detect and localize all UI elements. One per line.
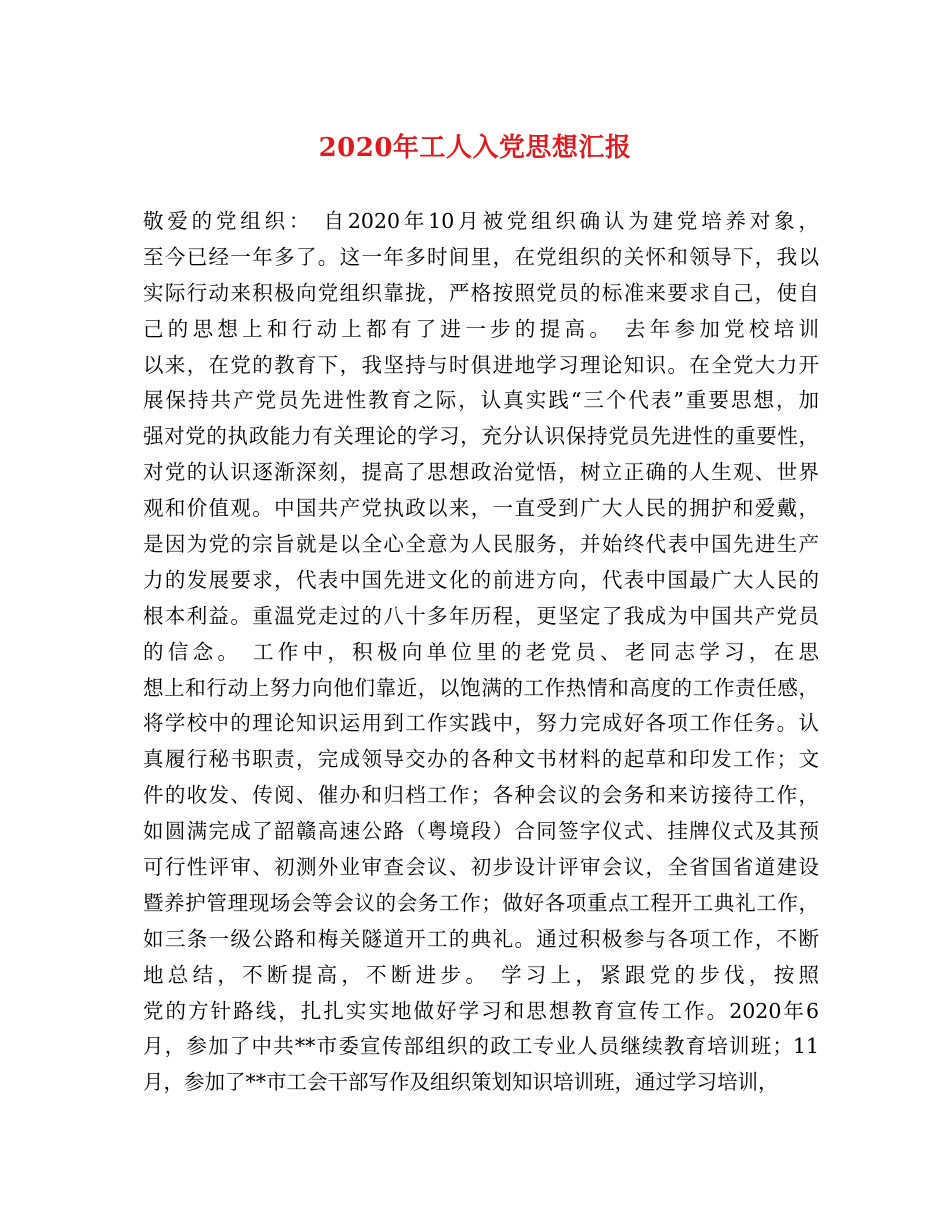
paragraph-line: 真履行秘书职责，完成领导交办的各种文书材料的起草和印发工作；文 xyxy=(143,747,819,772)
paragraph-line: 根本利益。重温党走过的八十多年历程，更坚定了我成为中国共产党员 xyxy=(143,603,819,628)
paragraph-line: 将学校中的理论知识运用到工作实践中，努力完成好各项工作任务。认 xyxy=(143,711,819,736)
paragraph-line: 的信念。 工作中，积极向单位里的老党员、老同志学习，在思 xyxy=(143,639,819,664)
paragraph-line: 至今已经一年多了。这一年多时间里，在党组织的关怀和领导下，我以 xyxy=(143,244,819,269)
paragraph-line: 可行性评审、初测外业审查会议、初步设计评审会议，全省国省道建设 xyxy=(143,855,819,880)
paragraph-line: 敬爱的党组织： 自2020年10月被党组织确认为建党培养对象， xyxy=(143,209,819,233)
document-body xyxy=(143,204,819,1101)
paragraph-line: 件的收发、传阅、催办和归档工作；各种会议的会务和来访接待工作， xyxy=(143,783,819,808)
paragraph-line: 力的发展要求，代表中国先进文化的前进方向，代表中国最广大人民的 xyxy=(143,567,819,592)
paragraph-line: 是因为党的宗旨就是以全心全意为人民服务，并始终代表中国先进生产 xyxy=(143,532,819,557)
paragraph-line: 实际行动来积极向党组织靠拢，严格按照党员的标准来要求自己，使自 xyxy=(143,280,819,305)
paragraph-line: 如圆满完成了韶赣高速公路（粤境段）合同签字仪式、挂牌仪式及其预 xyxy=(143,819,819,844)
paragraph-line: 对党的认识逐渐深刻，提高了思想政治觉悟，树立正确的人生观、世界 xyxy=(143,460,819,485)
paragraph-line: 暨养护管理现场会等会议的会务工作；做好各项重点工程开工典礼工作， xyxy=(143,890,819,915)
paragraph-line: 月，参加了中共**市委宣传部组织的政工专业人员继续教育培训班；11 xyxy=(143,1034,819,1059)
paragraph-line: 展保持共产党员先进性教育之际，认真实践“三个代表”重要思想，加 xyxy=(143,388,819,413)
paragraph-line: 强对党的执政能力有关理论的学习，充分认识保持党员先进性的重要性， xyxy=(143,424,819,449)
paragraph-line: 观和价值观。中国共产党执政以来，一直受到广大人民的拥护和爱戴， xyxy=(143,496,819,521)
paragraph-line: 党的方针路线，扎扎实实地做好学习和思想教育宣传工作。2020年6 xyxy=(143,998,819,1023)
paragraph-line: 地总结，不断提高，不断进步。 学习上，紧跟党的步伐，按照 xyxy=(143,962,819,987)
paragraph-line: 想上和行动上努力向他们靠近，以饱满的工作热情和高度的工作责任感， xyxy=(143,675,819,700)
paragraph-line: 如三条一级公路和梅关隧道开工的典礼。通过积极参与各项工作，不断 xyxy=(143,926,819,951)
paragraph-line: 以来，在党的教育下，我坚持与时俱进地学习理论知识。在全党大力开 xyxy=(143,352,819,377)
paragraph-line: 月，参加了**市工会干部写作及组织策划知识培训班，通过学习培训， xyxy=(143,1070,779,1095)
document-title: 2020年工人入党思想汇报 xyxy=(318,133,632,163)
paragraph-line: 己的思想上和行动上都有了进一步的提高。 去年参加党校培训 xyxy=(143,316,819,341)
